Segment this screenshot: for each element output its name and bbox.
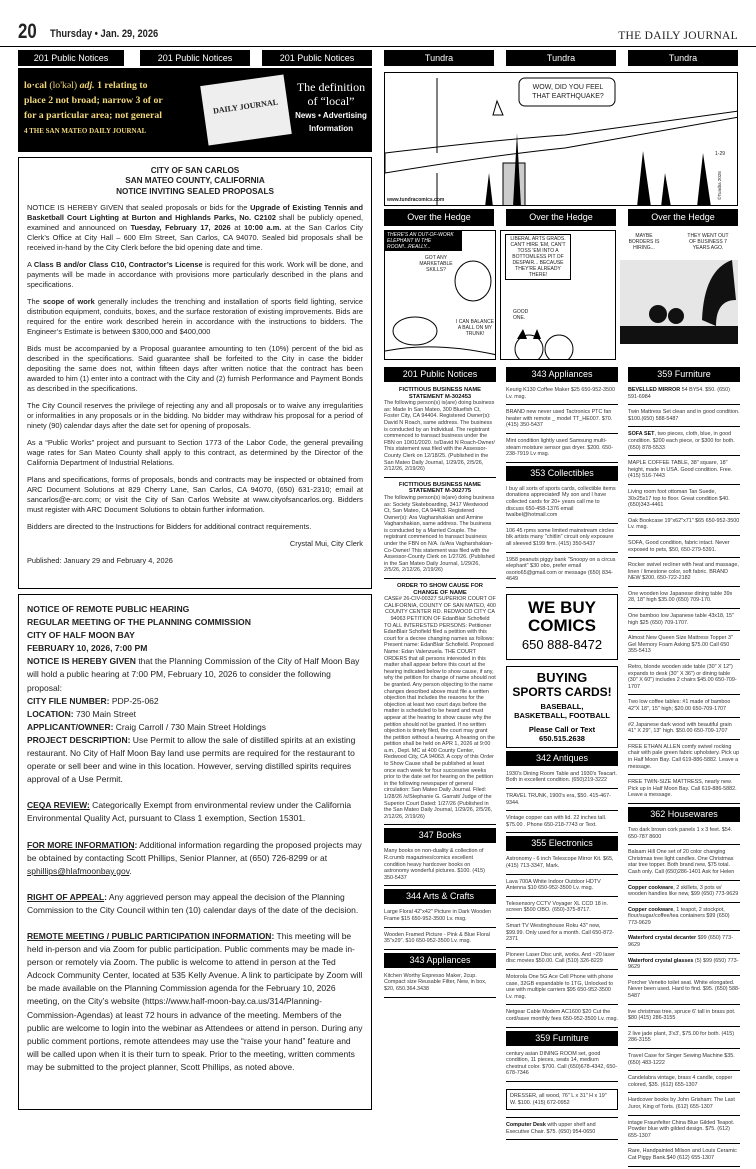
classified-listing [506, 526, 618, 553]
text-segment: Categorically Exempt from environmental review under the California Environmental Quality Act, pursuant to Class 1 exemption, Section 15301. [27, 800, 352, 824]
underlined-text: FOR MORE INFORMATION [27, 839, 135, 850]
listing-text: Large Floral 42"x42" Picture in Dark Wooden Frame $15 650-952-3500 Lv. msg. [384, 909, 492, 922]
text-segment: Upgrade of Existing Tennis and Basketball Court Lighting at Burton and Highlands Parks, No. C2102 [27, 203, 363, 223]
banner-definition [24, 78, 192, 139]
classified-listing [506, 899, 618, 919]
listing-text: Pioneer Laser Disc unit, works. And ~20 laser disc movies $50.00. Call (510) 326-8229 [506, 951, 615, 965]
text-segment [27, 892, 104, 902]
section-header: Tundra [628, 50, 738, 66]
text-segment: NOTICE IS HEREBY GIVEN [27, 656, 136, 667]
tundra-comic [384, 72, 738, 206]
classified-column [506, 364, 618, 1142]
listing-text: TRAVEL TRUNK, 1900's era, $50. 415-467-9344. [506, 793, 611, 806]
hedge-panel-1 [384, 230, 496, 360]
text-segment: CITY FILE NUMBER: [27, 695, 110, 706]
speech-balloon: WOW, DID YOU FEEL THAT EARTHQUAKE? [532, 84, 604, 100]
listing-text: FREE TWIN-SIZE MATTRESS, nearly new. Pick up in Half Moon Bay. Call 619-886-5882. Leave a message. [628, 779, 737, 799]
classified-listing [384, 907, 496, 927]
section-header: Over the Hedge [628, 209, 738, 226]
text-segment: LOCATION: [27, 708, 74, 719]
classified-section-header: 343 Appliances [384, 953, 496, 968]
classified-listing [628, 847, 740, 880]
banner-tagline [293, 80, 369, 134]
masthead-rule [0, 46, 756, 47]
ad-phone: 650 888-8472 [521, 636, 603, 652]
classified-listing [506, 555, 618, 588]
listing-text: intage Fraunfelter China Blue Gilded Teapot. Powder blue with gilded design. $75. (612) 655-1307 [628, 1119, 735, 1139]
listing-text: , 2 skillets, 3 pots w/ wooden handles like new, $99 (650) 773-9629 [628, 884, 739, 898]
classified-listing [628, 516, 740, 536]
def-line: 4 THE SAN MATEO DAILY JOURNAL [24, 127, 147, 135]
notice-paragraph [27, 891, 363, 917]
classified-section-header: 342 Antiques [506, 751, 618, 766]
section-header: Over the Hedge [384, 209, 494, 226]
listing-text: SOFA, Good condition, fabric intact. Never exposed to pets, $50, 650-279-5391. [628, 539, 730, 553]
text-segment: Class B and/or Class C10, Contractor’s License [33, 260, 203, 270]
speech: MAYBE BORDERS IS HIRING... [628, 233, 660, 251]
text-segment: PDP-25-062 [109, 695, 159, 706]
classified-listing [628, 905, 740, 932]
classified-listing [628, 720, 740, 740]
classified-listing [628, 883, 740, 903]
classified-section-header: 355 Electronics [506, 836, 618, 851]
notice-paragraph [27, 401, 363, 431]
listing-heading: FICTITIOUS BUSINESS NAME [398, 481, 482, 488]
text-segment: Any aggrieved person may appeal the decision of the Planning Commission to the City Council within ten (10) calendar days of the date of the decision. [27, 891, 359, 915]
notice-heading [27, 166, 363, 197]
listing-text: 54 BY54. $50. (650) 591-6984 [628, 387, 730, 400]
listing-text: Travel Case for Singer Sewing Machine $35. (650) 483-1222 [628, 1053, 735, 1066]
classified-listing [506, 972, 618, 1005]
listing-text: Mint condition lightly used Samsung multi-steam moisture sensor gas dryer. $200. 650-238-7919 Lv msg. [506, 437, 613, 458]
listing-text: Living room foot ottoman Tan Suede, 30x25x17 top to floor. Great condition $40. (650)343-4461 [628, 488, 730, 509]
classified-listing [384, 480, 496, 579]
listing-text: Telesensory CCTV Voyager XL CCD 18 in. screen $500 OBO. (650)-375-8717. [506, 900, 608, 914]
text-segment [27, 931, 271, 941]
listing-text: The following person(s) is(are) doing business as: Society Skateboarding, 3417 Westwood Ct, San Mateo, CA 94403. Registered Owner(s): Ara Vagharshakian and Armine Vagharshakian, same address. The business is conducted by a Married Couple. The registrant commenced to transact business under the FBN on N/A. /s/Ara Vagharshakian-Co-Owner/ This statement was filed with the Assessor-County Clerk on 1/27/26. (Published in the San Mateo Daily Journal, 1/29/26, 2/5/26, 2/12/26, 2/19/26) [384, 494, 495, 574]
ad-line: BASEBALL, [540, 701, 584, 711]
classified-listing [628, 1146, 740, 1166]
listing-lead: Waterford crystal glasses [628, 957, 694, 964]
notice-heading [27, 603, 363, 655]
text-segment: 730 Main Street [73, 708, 136, 719]
notice-paragraph [27, 438, 363, 468]
listing-heading: FICTITIOUS BUSINESS NAME [398, 387, 482, 393]
listing-text: Lava 700A White Indoor Outdoor HDTV Antenna $10 650-952-3500 Lv. msg. [506, 878, 601, 892]
classified-listing [506, 813, 618, 833]
text-segment [27, 800, 90, 810]
classified-column [628, 364, 740, 1169]
classified-listing [506, 1007, 618, 1027]
listing-text: The following person(s) is(are) doing business as: Made In San Mateo, 300 Bluefish Ct, Foster City, CA 94404. Registered Owner(s): David N Roach, same address. The business is conducted by an Individual. The registrant commenced to transact business under the FBN on 10/01/2020. /s/David N Roach-Owner/ This statement was filed with the Assessor-County Clerk on 12/18/25. (Published in the San Mateo Daily Journal, 1/29/26, 2/5/26, 2/12/26, 2/19/26) [384, 400, 495, 473]
def-line: for a particular area; not general [24, 110, 162, 121]
listing-text: with upper shelf and Executive Chair. $75. (650) 954-0650 [506, 1122, 596, 1135]
listing-text: One bamboo low Japanese table 43x18, 15" high $25 (650) 709-1707. [628, 613, 734, 626]
text-segment: shall be publicly opened, examined and announced on [27, 213, 364, 233]
text-segment: 10:00 a.m. [244, 223, 282, 233]
text-segment: . [129, 865, 132, 876]
listing-text: Hardcover books by John Grisham: The Last Juror, King of Torts. (612) 655-1307 [628, 1097, 735, 1110]
classified-listing [628, 978, 740, 1005]
classified-section-header: 201 Public Notices [384, 367, 496, 382]
listing-text: Vintage copper can with lid. 22 inches tall. $75.00 . Phone 650-218-7743 or Text. [506, 815, 607, 828]
listing-lead: Copper cookware [628, 884, 674, 891]
classified-listing [628, 611, 740, 631]
text-segment: scope of work [42, 297, 95, 307]
notice-paragraph [27, 344, 363, 394]
notice-paragraph [27, 522, 363, 532]
section-header: Tundra [506, 50, 616, 66]
ad-line: COMICS [528, 615, 596, 635]
classified-listing [506, 950, 618, 970]
tagline-line: News • Advertising [295, 111, 367, 120]
heading-line: SAN MATEO COUNTY, CALIFORNIA [125, 176, 265, 186]
heading-line: NOTICE OF REMOTE PUBLIC HEARING [27, 604, 190, 614]
classified-listing [628, 777, 740, 804]
classified-listing [628, 933, 740, 953]
listing-text: Almost New Queen Size Mattress Topper 3" Gel Memory Foam Asking $75.00 Call 650 355-5413 [628, 635, 733, 655]
def-line: place 2 not broad; narrow 3 of or [24, 95, 163, 106]
listing-lead: Waterford crystal decanter [628, 935, 697, 942]
notice-paragraph [27, 695, 363, 708]
classified-listing [506, 877, 618, 897]
tagline-line: The definition [296, 80, 366, 94]
section-header: Over the Hedge [506, 209, 616, 226]
classified-section-header: 359 Furniture [628, 367, 740, 382]
speech: LIBERAL ARTS GRADS. CAN'T HIRE 'EM, CAN'T TOSS 'EM INTO A BOTTOMLESS PIT OF DESPAIR... BECAUSE THEY'RE ALREADY THERE! [505, 234, 571, 280]
notice-paragraph [27, 655, 363, 694]
text-segment: generally includes the trenching and installation of sports field lighting, service distribution equipment, conduits, boxes, and the surface restoration of existing improvements. Bids are required for the entire work described herein in accordance with the instructions to bidders. The Engineer’s Estimate is between $300,000 and $400,000 [27, 297, 363, 337]
listing-text: Two low coffee tables: #1 made of bamboo 42"X 18", 15" high; $20.00 650-709-1707 [628, 699, 731, 712]
listing-text: $99 (650) 773-9629 [628, 935, 733, 949]
notice-paragraph [27, 297, 363, 337]
listing-text: Balsam Hill One set of 20 color changing Christmas tree light candles. One Christmas star tree topper. Both brand new, $75 total. Cash only. Call (650)286-1401 Ask for Helen [628, 849, 735, 875]
heading-line: FEBRUARY 10, 2026, 7:00 PM [27, 643, 148, 654]
classified-listing [384, 971, 496, 998]
listing-text: , 1 teapot, 2 stockpot, flour/sugar/coffee/tea containers $99 (650) 773-9629 [628, 906, 730, 926]
classified-listing [628, 633, 740, 660]
listing-text: , two pieces, cloth, blue, in good condition. $200 each piece, or $300 for both. (650) 878-5533 [628, 431, 735, 451]
text-segment: at the San Carlos City Clerk’s Office at City Hall – 600 Elm Street, San Carlos, CA 94070. Sealed bid proposals shall be received in-hand by the City Clerk before the bid opening date and time. [27, 223, 363, 253]
text-segment: Use Permit to allow the sale of distilled spirits at an existing restaurant. No City of Half Moon Bay land use permits are required for the restaurant to operate or sell beer and wine in this location. However, serving distilled spirits requires approval of a Use Permit. [27, 734, 356, 785]
listing-text: Porcher Venetio toilet seat. White elongated. Never been used. Hard to find. $95. (650) 588-5487 [628, 979, 740, 1000]
listing-text: 1958 peanuts piggy bank "Snoopy on a circus elephant" $30 obo, prefer email osorio65@gmail.com or message (650) 834-4649 [506, 556, 616, 583]
classified-listing [384, 581, 496, 825]
classified-listing [628, 742, 740, 775]
classified-listing [628, 825, 740, 845]
listing-text: I buy all sorts of sports cards, collectible items donations appreciated! My son and I have collected cards for 20+ years call me to discuss 650-458-1376 email twalbel@hotmail.com [506, 485, 616, 519]
listing-text: FREE ETHAN ALLEN comfy swivel rocking chair with pale green fabric upholstery. Pick up in Half Moon Bay. Call 619-886-5882. Leave a message. [628, 743, 740, 770]
classified-listing [506, 854, 618, 874]
ad-line: Please Call or Text [528, 724, 596, 734]
classified-listing [628, 1118, 740, 1145]
text-segment: : [271, 930, 275, 941]
listing-heading: STATEMENT M-302775 [408, 488, 472, 495]
classified-listing [384, 385, 496, 478]
text-segment: NOTICE IS HEREBY GIVEN that sealed proposals or bids for the [27, 203, 251, 213]
text-segment: Bids must be accompanied by a Proposal guarantee amounting to ten (10%) percent of the bid as described in the specifications. Said guarantee shall be forfeited to the City in case the bidder depositing the same does not, within fifteen days after written notice that the contract has been awarded to him (1) enter into a contract with the City and (2) furnish Performance and Payment Bonds as described in the specifications. [27, 344, 363, 394]
text-segment: Craig Carroll / 730 Main Street Holdings [113, 721, 267, 732]
notice-paragraph [27, 839, 363, 878]
listing-text: 1930's Dining Room Table and 1930's Teacart. Both in excellent condition. (650)219-3222 [506, 770, 617, 784]
classified-listing [506, 1120, 618, 1140]
listing-text: live christmas tree, spruce 6' tall in brass pot. $80 (415) 286-3155 [628, 1008, 736, 1022]
listing-text: DRESSER, all wood, 76" L x 31" H x 19" W. $100. (415) 672-0952 [510, 1092, 607, 1106]
listing-text: Candelabra vintage, brass 4 candle, copper colored, $35. (612) 655-1307 [628, 1075, 733, 1088]
speech: I CAN BALANCE A BALL ON MY TRUNK! [455, 319, 495, 337]
boxed-listing [506, 1089, 618, 1110]
listing-text: Netgear Cable Modem AC1600 $20 Cut the cord/save monthly fees 650-952-3500 Lv. msg. [506, 1009, 618, 1022]
classified-listing [384, 930, 496, 950]
classified-section-header: 343 Appliances [506, 367, 618, 382]
speech: THEY WENT OUT OF BUSINESS 7 YEARS AGO. [687, 233, 729, 251]
text-segment: APPLICANT/OWNER: [27, 721, 114, 732]
section-header: Tundra [384, 50, 494, 66]
listing-text: Twin Mattress Set clean and in good condition. $100.(650) 588-5487 [628, 409, 740, 422]
def-pron: (lo'kəl) [49, 80, 78, 91]
classified-section-header: 353 Collectibles [506, 466, 618, 481]
listing-text: MAPLE COFFEE TABLE, 38" square, 18" height, made in USA. Good condition. Free.(415) 516-7443 [628, 460, 733, 480]
listing-text: One wooden low Japanese dining table 39x 28, 18" high $35.00 (650) 709-170. [628, 590, 733, 604]
we-buy-comics-ad [506, 594, 618, 660]
comic-date: 1-29 [715, 151, 726, 157]
notice-paragraph [27, 203, 363, 253]
classified-listing [628, 560, 740, 587]
notice-signature: Crystal Mui, City Clerk [289, 539, 363, 549]
newspaper-image: DAILY JOURNAL [200, 74, 292, 145]
heading-line: CITY OF HALF MOON BAY [27, 630, 135, 641]
notice-published: Published: January 29 and February 4, 2026 [27, 556, 173, 566]
speech: GOOD ONE. [513, 309, 529, 321]
heading-line: NOTICE INVITING SEALED PROPOSALS [116, 186, 274, 196]
text-segment: : [134, 839, 138, 850]
ad-line: SPORTS CARDS! [512, 684, 612, 699]
buying-sports-cards-ad [506, 666, 618, 748]
classified-listing [628, 589, 740, 609]
listing-text: Smart TV Westinghouse Roku 43" new, $99.99. Only used for a month. Call 650-872-2371 [506, 923, 614, 943]
notice-paragraph [27, 708, 363, 721]
tagline-line: of “local” [307, 94, 355, 108]
listing-text: Keurig K130 Coffee Maker $25 650-952-3500 Lv. msg. [506, 387, 615, 400]
heading-line: CITY OF SAN CARLOS [150, 166, 240, 175]
tagline-line: Information [309, 124, 353, 133]
listing-text: Kitchen Worthy Expresso Maker, 2cup. Compact size Reusable Filter, New, in box, $20, 650.364.3438 [384, 972, 487, 992]
text-segment: PROJECT DESCRIPTION: [27, 734, 131, 745]
listing-text: Motorola One 5G Ace Cell Phone with phone case, 32GB expandable to 1TG, Unlocked to use with multiple carriers $95 650-952-3500 Lv. msg. [506, 973, 614, 1000]
notice-public-hearing [18, 594, 372, 1110]
text-segment [27, 840, 135, 850]
notice-paragraph [27, 475, 363, 515]
caption: THERE'S AN OUT-OF-WORK ELEPHANT IN THE ROOM!...REALLY... [385, 231, 462, 251]
section-header: 201 Public Notices [18, 50, 124, 66]
text-segment: As a “Public Works” project and pursuant to Section 1773 of the Labor Code, the general prevailing wage rates for San Mateo County shall apply to this contract, as determined by the Director of the California Department of Industrial Relations. [27, 438, 363, 468]
listing-text: TO ALL INTERESTED PERSONS: Petitioner EdanBlair Schofield filed a petition with this court for a decree changing names as follows: Present name: EdanBlair Schofield. Proposed Name: Edan Valenzuela. THE COURT ORDERS that all persons interested in this matter shall appear before this court at the hearing indicated below to show cause, if any, why the petition for change of name should not be granted. Any person objecting to the name changes described above must file a written objection that includes the reasons for the objection at least two court days before the matter is scheduled to be heard and must appear at the hearing to show cause why the petition should not be granted. If no written objection is timely filed, the court may grant the petition without a hearing. A hearing on the petition shall be held on APR 1, 2026 at 9:00 a.m., Dept. MC at 400 County Center, Redwood City, CA 94063. A copy of this Order to Show Cause shall be published at least once each week for four successive weeks prior to the date set for hearing on the petition in the following newspaper of general circulation: San Mateo Daily Journal. Filed: 1/28/26 /s/Stephanie G. Garratt/ Judge of the Superior Court Dated: 1/27/26 (Published in the San Mateo Daily Journal, 1/29/26, 2/5/26, 2/12/26, 2/19/26) [384, 622, 496, 820]
classified-listing [506, 791, 618, 811]
listing-text: Two dark brown cork panels 1 x 3 feet. $54. 650-787 8600 [628, 826, 733, 840]
publication-name: THE DAILY JOURNAL [618, 30, 738, 42]
text-segment: that the Planning Commission of the City of Half Moon Bay will hold a public hearing at 7:00 PM, February 10, 2026 to consider the following proposal: [27, 656, 360, 693]
listing-lead: Computer Desk [506, 1122, 546, 1129]
underlined-text: RIGHT OF APPEAL [27, 891, 105, 902]
text-segment: at [230, 223, 245, 233]
classified-section-header: 359 Furniture [506, 1031, 618, 1046]
ad-line: BASKETBALL, FOOTBALL [514, 711, 610, 721]
text-segment: A [27, 260, 34, 270]
classified-section-header: 347 Books [384, 828, 496, 843]
classified-listing [628, 697, 740, 717]
text-segment: The [27, 297, 43, 307]
listing-text: BRAND new never used Tactronics PTC fan heater with remote _ model TT_HE007. $70. (415) 350-5437 [506, 409, 613, 429]
classified-listing [628, 1073, 740, 1093]
classified-listing [506, 1049, 618, 1082]
page-number: 20 [18, 20, 37, 43]
def-line: 1 relating to [97, 80, 148, 91]
hedge-panel-3 [620, 230, 738, 360]
classified-listing [506, 1084, 618, 1118]
text-segment: Additional information regarding the proposed projects may be obtained by contacting Scott Phillips, Senior Planner, at (650) 726-8299 or at [27, 839, 362, 863]
ad-line: BUYING [536, 669, 588, 685]
underlined-text: REMOTE MEETING / PUBLIC PARTICIPATION INFORMATION [27, 930, 272, 941]
notice-paragraph [27, 721, 363, 734]
classified-listing [628, 1051, 740, 1071]
text-segment: Bidders are directed to the Instructions for Bidders for additional contract requirements. [27, 522, 312, 532]
classified-listing [628, 1095, 740, 1115]
text-segment: : [104, 891, 107, 902]
listing-text: Rocker swivel recliner with heat and massage, linen / limestone color, soft fabric. BRAND NEW $200. 650-722-2182 [628, 562, 739, 582]
text-segment: Tuesday, February 17, 2026 [130, 223, 231, 233]
listing-text: #2 Japanese dark wood with beautiful grain 41" X 29", 13" high. $50.00 650-709-1707 [628, 721, 732, 735]
heading-line: REGULAR MEETING OF THE PLANNING COMMISSION [27, 617, 251, 628]
issue-date: Thursday • Jan. 29, 2026 [50, 28, 159, 40]
classified-listing [628, 662, 740, 695]
notice-paragraph [27, 930, 363, 1074]
listing-lead: BEVELLED MIRROR [628, 387, 681, 393]
classified-listing [628, 429, 740, 456]
text-segment: is required for this work. Work will be done, and payments will be made in accordance with provisions more particularly described in the plans and specifications. [27, 260, 363, 290]
listing-text: Oak Bookcase 19"x62"x71" $65 650-952-3500 Lv. msg. [628, 517, 740, 531]
classified-listing [506, 436, 618, 463]
classified-listing [628, 487, 740, 514]
def-word: lo·cal [24, 80, 47, 91]
classified-listing [506, 385, 618, 405]
speech: GOT ANY MARKETABLE SKILLS? [419, 255, 453, 273]
listing-text: Astronomy - 6 inch Telescope Mirror Kit. $65, (415) 713-3347, Mark. [506, 856, 614, 870]
classified-listing [506, 769, 618, 789]
classified-listing [628, 458, 740, 485]
listing-text: century asian DINING ROOM set, good condition, 11 pieces, seats 14, medium chestnut color. $700. Call (650)678-4342, 650-678-7346 [506, 1050, 618, 1077]
underlined-text: sphillips@hlafmoonbay.gov [27, 865, 130, 876]
listing-text: Retro, blonde wooden side table (30" X 12") expands to desk (30" X 36") or dining table (30" X 60") includes 2 chairs $45.00 650-709-1707 [628, 664, 737, 690]
classified-section-header: 362 Housewares [628, 807, 740, 822]
listing-heading: ORDER TO SHOW CAUSE FOR [397, 583, 483, 590]
listing-text: (5) $99 (650) 773-9629 [628, 957, 739, 971]
classified-listing [506, 484, 618, 524]
text-segment: The City Council reserves the privilege of rejecting any and all proposals or to waive any irregularities or informalities in any proposals or in the bidding. No bidder may withdraw his proposal for a period of ninety (90) calendar days after the date set for opening of proposals. [27, 401, 363, 431]
listing-lead: SOFA SET [628, 431, 655, 438]
def-pos: adj. [79, 80, 95, 91]
classified-listing [628, 538, 740, 558]
classified-listing [628, 1007, 740, 1027]
notice-paragraph [27, 734, 363, 786]
notice-sealed-proposals [18, 157, 372, 589]
notice-paragraph [27, 799, 363, 825]
classified-column [384, 364, 496, 1000]
listing-lead: Copper cookware [628, 906, 674, 913]
ad-line: 650.515.2638 [539, 734, 585, 744]
section-header: 201 Public Notices [262, 50, 372, 66]
classified-listing [506, 921, 618, 948]
listing-heading: CHANGE OF NAME [413, 589, 467, 596]
underlined-text: CEQA REVIEW: [27, 800, 90, 811]
section-header: 201 Public Notices [140, 50, 250, 66]
classified-section-header: 344 Arts & Crafts [384, 889, 496, 904]
classified-listing [628, 1029, 740, 1049]
listing-heading: STATEMENT M-302453 [408, 393, 472, 400]
text-segment: This meeting will be held in-person and via Zoom for public participation. Public comments may be made in-person or remotely via Zoom. The public is welcome to attend in person at the Ted Adcock Community Center, located at 535 Kelly Avenue. A link to participate by Zoom will be made available on the Planning Commission agenda for the February 10, 2026 meeting, on the City’s website (https://www.half-moon-bay.ca.us/314/Planning-Commission-Agendas) at least 72 hours in advance of the meeting. Members of the public are welcome to login into the webinar as Attendees or attend in person. During any public comment portions, remote attendees may use the “raise your hand” feature and will be called upon when it is their turn to speak. Prior to the meeting, written comments may be submitted to the project planner, Scott Phillips, as noted above. [27, 930, 363, 1072]
classified-listing [506, 407, 618, 434]
listing-text: 106 45 rpms some limited mainstream circles blk artists many "chitlin" circuit only exposure all sleeved $199 firm. (415) 350-5437 [506, 527, 615, 547]
ad-line: WE BUY [528, 597, 596, 617]
notice-paragraph [27, 260, 363, 290]
listing-text: Many books on non-duality & collection of R.crumb magazines/comics excellent condition heavy hardcover books on astronomy wonderful pictures. $100. (415) 350-5437 [384, 848, 485, 881]
listing-text: Wooden Framed Picture - Pink & Blue Floral 35"x29". $10 650-952-3500 Lv. msg. [384, 931, 490, 945]
classified-listing [384, 846, 496, 886]
listing-subheading: CASE# 26-CIV-00327 SUPERIOR COURT OF CALIFORNIA, COUNTY OF SAN MATEO, 400 COUNTY CENTER RD. REDWOOD CITY CA 94063 PETITION OF EdanBlair Schofield [384, 596, 496, 622]
listing-text: 2 live jade plant, 3'x3', $75.00 for both. (415) 286-3155 [628, 1030, 735, 1044]
comic-website: www.tundracomics.com [387, 197, 445, 203]
text-segment: Plans and specifications, forms of proposals, bonds and contracts may be inspected or obtained from ARC Document Solutions at 829 Cherry Lane, San Carlos, CA 94070, (650) 631-2310; email at sancarlos@e-arc.com; or visit the City of San Carlos Website at www.cityofsancarlos.org. Bidders must register with ARC Document Solutions to obtain further information. [27, 475, 363, 515]
classified-listing [628, 407, 740, 427]
classified-listing [628, 956, 740, 976]
listing-text: Rare, Handpainted Milson and Louis Ceramic Cat Piggy Bank.$40 (612) 655-1307 [628, 1148, 737, 1161]
classified-listing [628, 385, 740, 405]
comic-copyright: ©Tundra 2026 [716, 171, 722, 200]
daily-journal-banner-ad [18, 68, 372, 152]
hedge-panel-2 [500, 230, 616, 360]
